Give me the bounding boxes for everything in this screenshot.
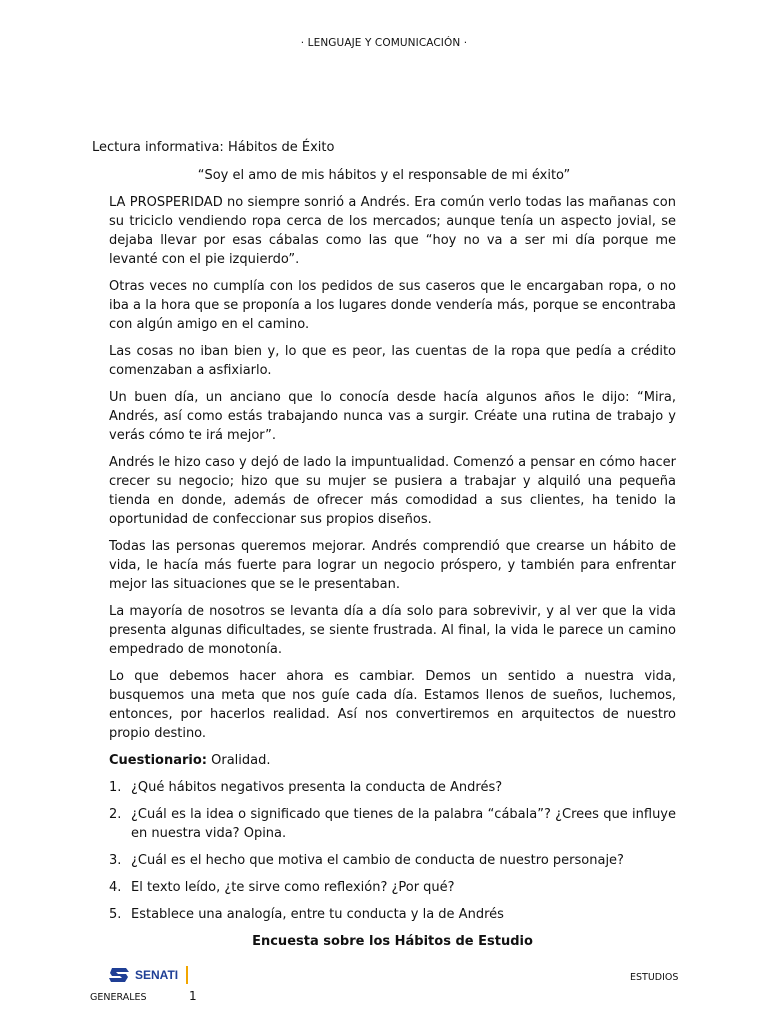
question-number: 5. [109,907,122,922]
questionnaire-sublabel: Oralidad. [206,753,271,768]
list-item [109,805,676,843]
footer-right-text: ESTUDIOS [630,972,679,983]
paragraph-3: Las cosas no iban bien y, lo que es peor, las cuentas de la ropa que pedía a crédito comenzaban a asfixiarlo. [109,344,676,378]
paragraph-1: LA PROSPERIDAD no siempre sonrió a Andrés. Era común verlo todas las mañanas con su triciclo vendiendo ropa cerca de los mercados; aunque tenía un aspecto jovial, se dejaba llevar por esas cábalas como las que “hoy no va a ser mi día porque me levanté con el pie izquierdo”. [109,195,676,267]
question-number: 4. [109,880,122,895]
reading-title: Lectura informativa: Hábitos de Éxito [92,140,335,155]
question-text: ¿Cuál es la idea o significado que tienes de la palabra “cábala”? ¿Crees que influye en nuestra vida? Opina. [131,807,676,841]
survey-title: Encuesta sobre los Hábitos de Estudio [252,934,533,949]
paragraph-7: La mayoría de nosotros se levanta día a día solo para sobrevivir, y al ver que la vida presenta algunas dificultades, se siente frustrada. Al final, la vida le parece un camino empedrado de monotonía. [109,604,676,657]
question-number: 2. [109,807,122,822]
question-text: ¿Qué hábitos negativos presenta la conducta de Andrés? [131,780,503,795]
question-text: ¿Cuál es el hecho que motiva el cambio de conducta de nuestro personaje? [131,853,624,868]
senati-logo [108,966,188,984]
page-number: 1 [189,989,197,1003]
logo-divider [186,966,188,984]
question-number: 1. [109,780,122,795]
list-item [109,851,676,870]
list-item [109,878,676,897]
questionnaire-heading [109,751,676,770]
list-item [109,905,676,924]
list-item [109,778,676,797]
paragraph-2: Otras veces no cumplía con los pedidos de sus caseros que le encargaban ropa, o no iba a la hora que se proponía a los lugares donde vendería más, porque se encontraba con algún amigo en el camino. [109,279,676,332]
reading-body [109,193,676,951]
logo-text: SENATI [135,968,179,982]
paragraph-4: Un buen día, un anciano que lo conocía desde hacía algunos años le dijo: “Mira, Andrés, así como estás trabajando nunca vas a surgir. Créate una rutina de trabajo y verás cómo te irá mejor”. [109,390,676,443]
paragraph-8: Lo que debemos hacer ahora es cambiar. Demos un sentido a nuestra vida, busquemos una meta que nos guíe cada día. Estamos llenos de sueños, luchemos, entonces, por hacerlos realidad. Así nos convertiremos en arquitectos de nuestro propio destino. [109,669,676,741]
question-number: 3. [109,853,122,868]
paragraph-5: Andrés le hizo caso y dejó de lado la impuntualidad. Comenzó a pensar en cómo hacer crecer su negocio; hizo que su mujer se pusiera a trabajar y alquiló una pequeña tienda en donde, además de ofrecer más comodidad a sus clientes, ha tenido la oportunidad de confeccionar sus propios diseños. [109,455,676,527]
footer-left-text: GENERALES [90,992,147,1003]
page-header: · LENGUAJE Y COMUNICACIÓN · [300,37,468,49]
question-text: El texto leído, ¿te sirve como reflexión? ¿Por qué? [131,880,455,895]
senati-logo-icon [108,966,130,984]
question-text: Establece una analogía, entre tu conducta y la de Andrés [131,907,504,922]
question-list [109,778,676,924]
questionnaire-label: Cuestionario: [109,753,207,768]
paragraph-6: Todas las personas queremos mejorar. Andrés comprendió que crearse un hábito de vida, le hacía más fuerte para lograr un negocio próspero, y también para enfrentar mejor las situaciones que se le presentaban. [109,539,676,592]
reading-quote: “Soy el amo de mis hábitos y el responsable de mi éxito” [197,168,571,183]
